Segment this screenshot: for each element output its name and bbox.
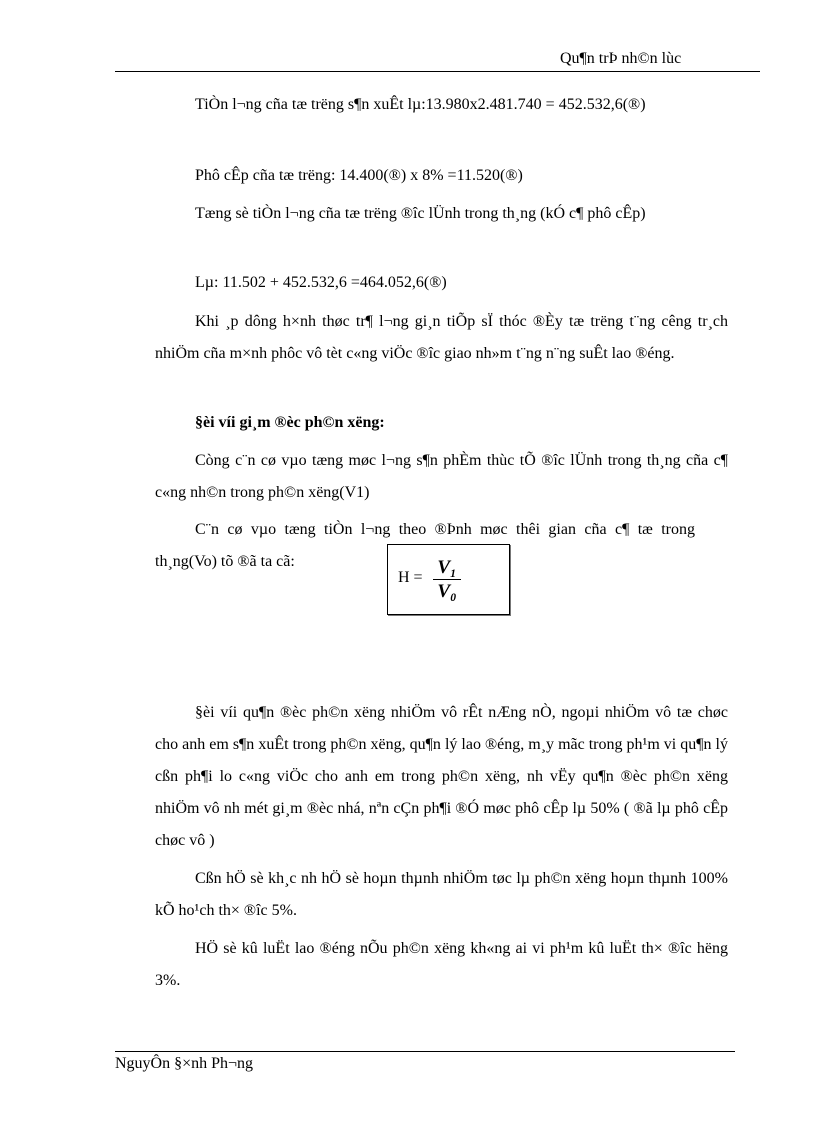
paragraph-total-salary: Tæng sè tiÒn l¬ng cña tæ trëng ®îc lÜnh trong th¸ng (kÓ c¶ phô cÊp) — [195, 205, 646, 222]
paragraph-foreman-duties: §èi víi qu¶n ®èc ph©n xëng nhiÖm vô rÊt nÆng nÒ, ngoµi nhiÖm vô tæ chøc cho anh em s¶n xuÊt trong ph©n xëng, qu¶n lý lao ®éng, m¸y mãc trong ph¹m vi qu¶n lý cßn ph¶i lo c«ng viÖc cho anh em trong ph©n xëng, nh vËy qu¶n ®èc ph©n xëng nhiÖm vô nh mét gi¸m ®èc nhá, nªn cÇn ph¶i ®Ó møc phô cÊp lµ 50% ( ®ã lµ phô cÊp chøc vô ) — [155, 704, 728, 849]
paragraph-indirect-pay: Khi ¸p dông h×nh thøc tr¶ l¬ng gi¸n tiÕp sÏ thóc ®Èy tæ trëng t¨ng cêng tr¸ch nhiÖm cña m×nh phôc vô tèt c«ng viÖc ®îc giao nh»m t¨ng n¨ng suÊt lao ®éng. — [155, 313, 728, 362]
paragraph-salary-calc: TiÒn l¬ng cña tæ trëng s¶n xuÊt lµ:13.980x2.481.740 = 452.532,6(®) — [195, 96, 646, 113]
section-heading: §èi víi gi¸m ®èc ph©n xëng: — [195, 414, 385, 431]
header-divider — [115, 71, 760, 72]
paragraph-total-result: Lµ: 11.502 + 452.532,6 =464.052,6(®) — [195, 274, 447, 291]
formula-box — [387, 544, 510, 615]
footer-divider — [115, 1051, 735, 1052]
formula-numerator: V₁ — [437, 557, 457, 578]
formula-denominator: V₀ — [437, 581, 457, 602]
page-header-title: Qu¶n trÞ nh©n lùc — [560, 50, 682, 67]
formula-fraction — [433, 557, 461, 602]
paragraph-time-wage: C¨n cø vµo tæng tiÒn l¬ng theo ®Þnh møc thêi gian cña c¶ tæ trong th¸ng(Vo) tõ ®ã ta cã: — [155, 521, 695, 570]
paragraph-allowance: Phô cÊp cña tæ trëng: 14.400(®) x 8% =11.520(®) — [195, 167, 523, 184]
paragraph-completion-coefficient: Cßn hÖ sè kh¸c nh hÖ sè hoµn thµnh nhiÖm tøc lµ ph©n xëng hoµn thµnh 100% kÕ ho¹ch th× ®îc 5%. — [155, 870, 728, 919]
formula-lhs: H = — [398, 569, 423, 586]
fraction-bar — [433, 579, 461, 580]
paragraph-discipline-coefficient: HÖ sè kû luËt lao ®éng nÕu ph©n xëng kh«ng ai vi ph¹m kû luËt th× ®îc hëng 3%. — [155, 940, 728, 989]
footer-author: NguyÔn §×nh Ph¬ng — [115, 1055, 254, 1072]
paragraph-product-wage: Còng c¨n cø vµo tæng møc l¬ng s¶n phÈm thùc tÕ ®îc lÜnh trong th¸ng cña c¶ c«ng nh©n trong ph©n xëng(V1) — [155, 452, 728, 501]
